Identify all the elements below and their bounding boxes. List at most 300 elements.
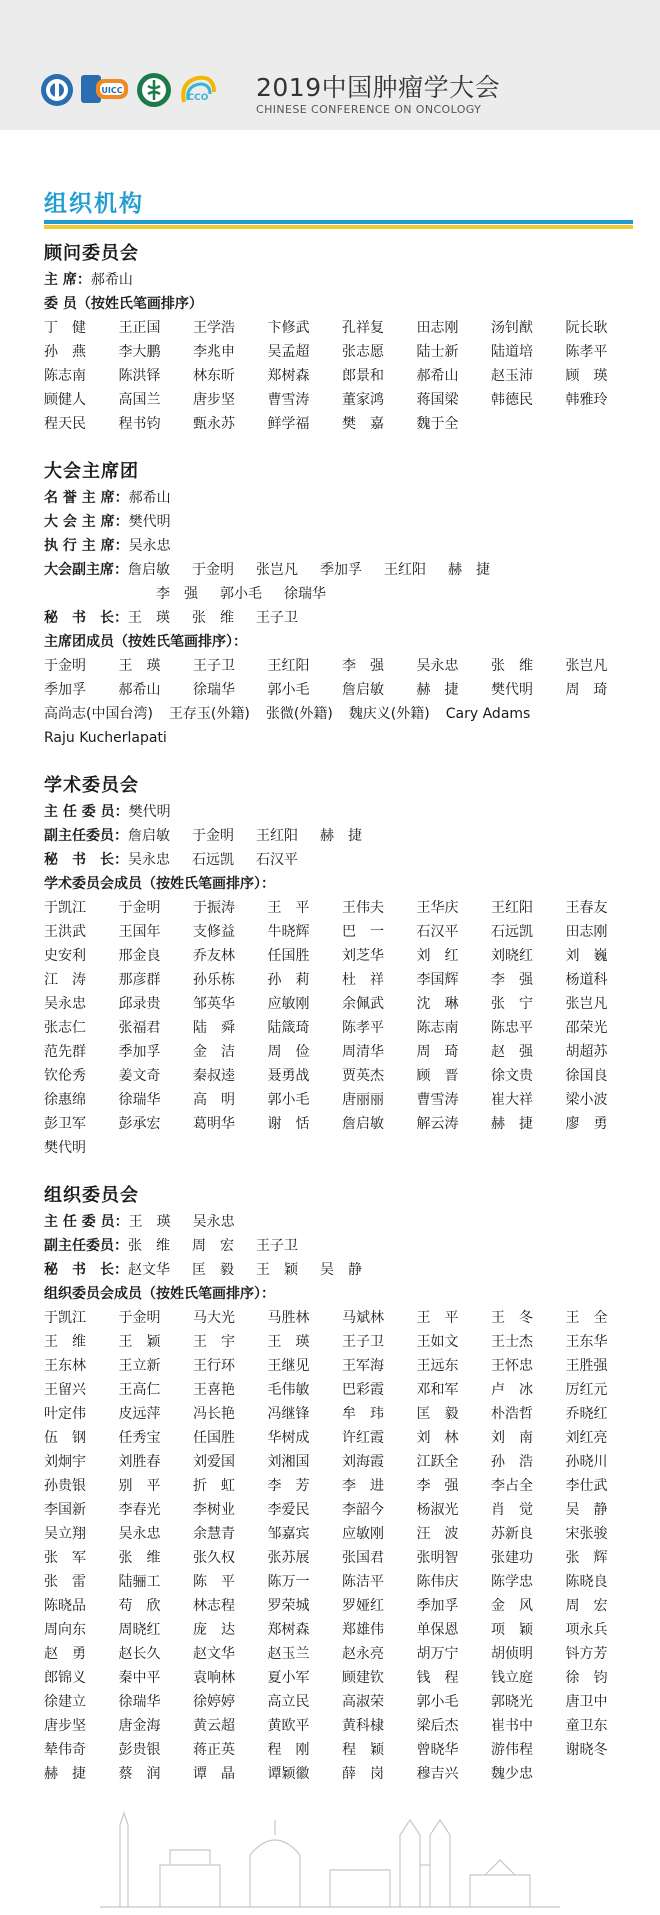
member-name: 应敏刚 [267, 996, 310, 1012]
role-label: 主 席： [44, 272, 91, 288]
member-name: 卢 冰 [491, 1382, 533, 1398]
member-name: 于凯江 [44, 1310, 86, 1326]
member-name: 李韶今 [342, 1502, 384, 1518]
member-last: Raju Kucherlapati [44, 730, 167, 746]
member-name: 蒋国梁 [416, 392, 459, 408]
member-name: 李树业 [193, 1502, 235, 1518]
member-name: 彭承宏 [118, 1116, 161, 1132]
member-name: 史安利 [44, 948, 86, 964]
member-name: 杨淑光 [416, 1502, 459, 1518]
member-name: 魏于全 [416, 416, 459, 432]
member-name: 应敏刚 [342, 1526, 384, 1542]
member-name: 鲜学福 [267, 416, 310, 432]
member-name: 王 平 [267, 900, 310, 916]
member-name: 皮远萍 [118, 1406, 161, 1422]
member-name: 陈洁平 [342, 1574, 384, 1590]
member-name: 沈 琳 [416, 996, 459, 1012]
person-name: 王 瑛 [128, 1214, 171, 1230]
role-label: 副主任委员： [44, 1238, 128, 1254]
member-name: 王春友 [565, 900, 608, 916]
member-name: 陆骊工 [118, 1574, 161, 1590]
role-label: 执 行 主 席： [44, 538, 129, 554]
member-name: 刘 巍 [565, 948, 608, 964]
member-name: 刘炯宇 [44, 1454, 86, 1470]
member-name: 王 瑛 [267, 1334, 310, 1350]
member-name: 孙贵银 [44, 1478, 86, 1494]
member-name: 陈 平 [193, 1574, 235, 1590]
member-name: 冯长艳 [193, 1406, 235, 1422]
member-name: 魏少忠 [491, 1766, 533, 1782]
member-name: 金 风 [491, 1598, 533, 1614]
member-name: 刘晓红 [491, 948, 533, 964]
member-name: 王留兴 [44, 1382, 86, 1398]
member-name: 穆吉兴 [416, 1766, 459, 1782]
member-name: 牛晓辉 [267, 924, 310, 940]
member-name: 王立新 [118, 1358, 161, 1374]
member-name: 顾建钦 [342, 1670, 384, 1686]
member-name: 朴浩哲 [491, 1406, 533, 1422]
member-name: 王东华 [565, 1334, 608, 1350]
person-name: 徐瑞华 [284, 586, 326, 602]
member-name: 巴彩霞 [342, 1382, 384, 1398]
member-name: 高 明 [193, 1092, 235, 1108]
member-name: 张志愿 [342, 344, 384, 360]
person-name: 李 强 [156, 586, 198, 602]
member-name: 林志程 [193, 1598, 235, 1614]
member-name: Cary Adams [445, 706, 531, 722]
member-name: 李 强 [416, 1478, 459, 1494]
member-name: 李 强 [342, 658, 384, 674]
member-name: 顾 晋 [416, 1068, 459, 1084]
member-name: 郑树森 [267, 1622, 310, 1638]
member-name: 谢 恬 [267, 1116, 310, 1132]
svg-text:CCO: CCO [187, 93, 209, 103]
member-name: 郑雄伟 [342, 1622, 384, 1638]
members-label: 组织委员会成员（按姓氏笔画排序）： [44, 1286, 275, 1302]
person-name: 王红阳 [384, 562, 426, 578]
member-name: 张 维 [118, 1550, 161, 1566]
member-name: 解云涛 [416, 1116, 459, 1132]
member-name: 汪 波 [416, 1526, 459, 1542]
member-name: 徐婷婷 [193, 1694, 235, 1710]
member-name: 于金明 [118, 900, 161, 916]
member-name: 刘 林 [416, 1430, 459, 1446]
member-name: 徐瑞华 [118, 1694, 161, 1710]
member-name: 余佩武 [342, 996, 384, 1012]
member-name: 张久权 [193, 1550, 235, 1566]
member-name: 赫 捷 [44, 1766, 86, 1782]
member-name: 陈孝平 [342, 1020, 384, 1036]
person-name: 吴永忠 [192, 1214, 235, 1230]
member-name: 黄科棣 [342, 1718, 384, 1734]
member-name: 孙 莉 [267, 972, 310, 988]
member-name: 叶定伟 [44, 1406, 86, 1422]
medical-association-logo [136, 72, 172, 108]
member-row-wide [44, 702, 624, 726]
person-name: 郝希山 [128, 490, 171, 506]
member-name: 范先群 [44, 1044, 86, 1060]
member-name: 杜 祥 [342, 972, 384, 988]
member-name: 罗娅红 [342, 1598, 384, 1614]
member-name: 阮长耿 [565, 320, 608, 336]
member-name: 王 全 [565, 1310, 608, 1326]
member-name: 崔书中 [491, 1718, 533, 1734]
member-name: 王东林 [44, 1358, 86, 1374]
member-name: 李爱民 [267, 1502, 310, 1518]
person-name: 石汉平 [256, 852, 298, 868]
person-name: 张 维 [128, 1238, 170, 1254]
member-name: 孙乐栋 [193, 972, 235, 988]
member-name: 王喜艳 [193, 1382, 235, 1398]
member-name: 张岂凡 [565, 658, 608, 674]
member-name: 谢晓冬 [565, 1742, 608, 1758]
conference-title: 2019中国肿瘤学大会 [256, 73, 501, 102]
role-label: 主 任 委 员： [44, 1214, 129, 1230]
member-name: 张苏展 [267, 1550, 310, 1566]
cco-logo [178, 72, 218, 108]
executive-chair-line [44, 534, 624, 558]
member-name: 樊代明 [44, 1140, 86, 1156]
member-name: 马大光 [193, 1310, 235, 1326]
secretary-line [44, 1258, 624, 1282]
member-name: 项 颖 [491, 1622, 533, 1638]
member-name: 伍 钢 [44, 1430, 86, 1446]
section-title: 组织委员会 [44, 1185, 139, 1206]
member-name: 徐 钧 [565, 1670, 608, 1686]
member-name: 别 平 [118, 1478, 161, 1494]
member-name: 季加孚 [416, 1598, 459, 1614]
member-name: 陆 舜 [193, 1020, 235, 1036]
person-name: 张 维 [192, 610, 234, 626]
member-name: 高尚志(中国台湾) [44, 706, 153, 722]
member-name: 钱立庭 [491, 1670, 533, 1686]
member-name: 江 涛 [44, 972, 86, 988]
member-name: 周清华 [342, 1044, 384, 1060]
city-skyline-illustration [100, 1795, 560, 1910]
member-name: 陈伟庆 [416, 1574, 459, 1590]
title-rule-yellow [44, 225, 633, 229]
member-name: 甄永苏 [193, 416, 235, 432]
member-grid [44, 654, 624, 702]
conference-subtitle: CHINESE CONFERENCE ON ONCOLOGY [256, 103, 482, 116]
member-name: 顾健人 [44, 392, 86, 408]
member-name: 徐瑞华 [118, 1092, 161, 1108]
member-name: 王怀忠 [491, 1358, 533, 1374]
member-name: 于振涛 [193, 900, 235, 916]
member-name: 郎景和 [342, 368, 384, 384]
member-name: 金 洁 [193, 1044, 235, 1060]
member-name: 徐瑞华 [193, 682, 235, 698]
member-name: 陆箴琦 [267, 1020, 310, 1036]
person-name: 王子卫 [256, 610, 298, 626]
person-name: 王 颖 [256, 1262, 298, 1278]
member-name: 蒋正英 [193, 1742, 235, 1758]
member-name: 王正国 [118, 320, 161, 336]
advisory-committee [44, 240, 624, 436]
member-name: 邹嘉宾 [267, 1526, 310, 1542]
member-name: 张志仁 [44, 1020, 86, 1036]
member-name: 王 维 [44, 1334, 86, 1350]
member-name: 魏庆义(外籍) [348, 706, 430, 722]
member-name: 王洪武 [44, 924, 86, 940]
person-name: 王子卫 [256, 1238, 298, 1254]
person-name: 季加孚 [320, 562, 362, 578]
member-name: 张 辉 [565, 1550, 608, 1566]
member-name: 郭晓光 [491, 1694, 533, 1710]
member-name: 王如文 [416, 1334, 459, 1350]
member-name: 石汉平 [416, 924, 459, 940]
member-name: 田志刚 [416, 320, 459, 336]
member-name: 李国新 [44, 1502, 86, 1518]
member-name: 董家鸿 [342, 392, 384, 408]
member-name: 任秀宝 [118, 1430, 161, 1446]
member-name: 冯继锋 [267, 1406, 310, 1422]
member-name: 钭方芳 [565, 1646, 608, 1662]
member-name: 许红霞 [342, 1430, 384, 1446]
vice-chair-line [44, 1234, 624, 1258]
member-name: 孙 浩 [491, 1454, 533, 1470]
member-name: 刘胜春 [118, 1454, 161, 1470]
member-name: 胡超苏 [565, 1044, 608, 1060]
presidium [44, 458, 624, 750]
member-name: 赵文华 [193, 1646, 235, 1662]
member-name: 周向东 [44, 1622, 86, 1638]
member-name: 王 瑛 [118, 658, 161, 674]
member-name: 郝希山 [416, 368, 459, 384]
member-name: 王子卫 [342, 1334, 384, 1350]
member-name: 徐国良 [565, 1068, 608, 1084]
member-name: 牟 玮 [342, 1406, 384, 1422]
member-name: 罗荣城 [267, 1598, 310, 1614]
role-label: 秘 书 长： [44, 610, 128, 626]
person-name: 于金明 [192, 562, 234, 578]
member-name: 程 颖 [342, 1742, 384, 1758]
member-name: 李 强 [491, 972, 533, 988]
role-label: 主 任 委 员： [44, 804, 129, 820]
member-name: 聂勇战 [267, 1068, 310, 1084]
member-name: 周 琦 [416, 1044, 459, 1060]
member-name: 李 进 [342, 1478, 384, 1494]
member-name: 张国君 [342, 1550, 384, 1566]
member-name: 乔友林 [193, 948, 235, 964]
person-name: 詹启敏 [128, 828, 170, 844]
member-name: 彭贵银 [118, 1742, 161, 1758]
member-name: 程天民 [44, 416, 86, 432]
member-name: 赵长久 [118, 1646, 161, 1662]
member-name: 吴永忠 [416, 658, 459, 674]
member-name: 折 虹 [193, 1478, 235, 1494]
member-name: 王士杰 [491, 1334, 533, 1350]
member-name: 赵玉沛 [491, 368, 533, 384]
organization-content [44, 238, 624, 1786]
member-name: 汤钊猷 [491, 320, 533, 336]
member-name: 刘芝华 [342, 948, 384, 964]
member-name: 周晓红 [118, 1622, 161, 1638]
member-name: 陈晓良 [565, 1574, 608, 1590]
member-name: 高立民 [267, 1694, 310, 1710]
member-name: 王 冬 [491, 1310, 533, 1326]
member-name: 赵永亮 [342, 1646, 384, 1662]
member-name: 郭小毛 [416, 1694, 459, 1710]
member-name: 匡 毅 [416, 1406, 459, 1422]
member-name: 孙晓川 [565, 1454, 608, 1470]
member-name: 唐丽丽 [342, 1092, 384, 1108]
member-name: 巴 一 [342, 924, 384, 940]
person-name: 王红阳 [256, 828, 298, 844]
member-name: 郎锦义 [44, 1670, 86, 1686]
member-name: 顾 瑛 [565, 368, 608, 384]
role-label: 秘 书 长： [44, 1262, 128, 1278]
member-name: 王 宇 [193, 1334, 235, 1350]
member-name: 郝希山 [118, 682, 161, 698]
member-name: 秦中平 [118, 1670, 161, 1686]
member-name: 钦伦秀 [44, 1068, 86, 1084]
member-name: 陈志南 [44, 368, 86, 384]
member-name: 王存玉(外籍) [168, 706, 250, 722]
section-title: 顾问委员会 [44, 243, 139, 264]
member-name: 王继见 [267, 1358, 310, 1374]
member-name: 吴永忠 [44, 996, 86, 1012]
role-label: 大会副主席： [44, 562, 128, 578]
member-name: 于金明 [44, 658, 86, 674]
member-name: 钱 程 [416, 1670, 459, 1686]
person-name: 樊代明 [128, 514, 171, 530]
member-name: 陈孝平 [565, 344, 608, 360]
member-name: 陆道培 [491, 344, 533, 360]
person-name: 赵文华 [128, 1262, 170, 1278]
member-name: 王红阳 [267, 658, 310, 674]
member-name: 李兆申 [193, 344, 235, 360]
member-name: 秦叔逵 [193, 1068, 235, 1084]
member-name: 邢金良 [118, 948, 161, 964]
member-name: 郭小毛 [267, 682, 310, 698]
member-name: 樊 嘉 [342, 416, 384, 432]
member-name: 张福君 [118, 1020, 161, 1036]
section-title: 大会主席团 [44, 461, 139, 482]
member-name: 刘红亮 [565, 1430, 608, 1446]
member-name: 贾英杰 [342, 1068, 384, 1084]
member-name: 周 琦 [565, 682, 608, 698]
member-name: 孙 燕 [44, 344, 86, 360]
member-name: 刘湘国 [267, 1454, 310, 1470]
member-name: 李大鹏 [118, 344, 161, 360]
member-name: 唐步坚 [193, 392, 235, 408]
member-name: 张 雷 [44, 1574, 86, 1590]
member-name: 单保恩 [416, 1622, 459, 1638]
member-name: 葛明华 [193, 1116, 235, 1132]
member-name: 王军海 [342, 1358, 384, 1374]
member-name: 黄欧平 [267, 1718, 310, 1734]
member-name: 吴 静 [565, 1502, 608, 1518]
person-name: 石远凯 [192, 852, 234, 868]
member-name: 苟 欣 [118, 1598, 161, 1614]
member-name: 吴立翔 [44, 1526, 86, 1542]
member-name: 陈志南 [416, 1020, 459, 1036]
member-name: 黄云超 [193, 1718, 235, 1734]
member-name: 王华庆 [416, 900, 459, 916]
member-grid [44, 1306, 624, 1786]
member-name: 郭小毛 [267, 1092, 310, 1108]
member-name: 宋张骏 [565, 1526, 608, 1542]
member-name: 张建功 [491, 1550, 533, 1566]
member-name: 杨道科 [565, 972, 608, 988]
member-name: 马胜林 [267, 1310, 310, 1326]
member-name: 赵 勇 [44, 1646, 86, 1662]
member-name: 刘 红 [416, 948, 459, 964]
member-name: 王伟夫 [342, 900, 384, 916]
member-name: 张明智 [416, 1550, 459, 1566]
member-name: 王远东 [416, 1358, 459, 1374]
member-name: 孔祥复 [342, 320, 384, 336]
member-name: 马斌林 [342, 1310, 384, 1326]
member-name: 徐文贵 [491, 1068, 533, 1084]
member-name: 支修益 [193, 924, 235, 940]
member-name: 苏新良 [491, 1526, 533, 1542]
member-name: 项永兵 [565, 1622, 608, 1638]
member-name: 赫 捷 [416, 682, 459, 698]
member-name: 王学浩 [193, 320, 235, 336]
member-name: 毛伟敏 [267, 1382, 310, 1398]
member-name: 曹雪涛 [267, 392, 310, 408]
member-name: 张 宁 [491, 996, 533, 1012]
vice-chair-line [44, 824, 624, 848]
member-name: 张 维 [491, 658, 533, 674]
member-name: 丁 健 [44, 320, 86, 336]
member-name: 高国兰 [118, 392, 161, 408]
member-name: 胡万宁 [416, 1646, 459, 1662]
member-name: 季加孚 [44, 682, 86, 698]
person-name: 郝希山 [90, 272, 133, 288]
member-name: 刘 南 [491, 1430, 533, 1446]
member-name: 肖 觉 [491, 1502, 533, 1518]
member-name: 任国胜 [193, 1430, 235, 1446]
member-name: 赵 强 [491, 1044, 533, 1060]
page-title: 组织机构 [44, 191, 144, 217]
member-name: 周 宏 [565, 1598, 608, 1614]
member-name: 卞修武 [267, 320, 310, 336]
member-name: 李仕武 [565, 1478, 608, 1494]
person-name: 赫 捷 [448, 562, 490, 578]
member-name: 于凯江 [44, 900, 86, 916]
member-grid [44, 316, 624, 436]
section-title: 学术委员会 [44, 775, 139, 796]
member-name: 程 刚 [267, 1742, 310, 1758]
member-name: 程书钧 [118, 416, 161, 432]
member-name: 韩雅玲 [565, 392, 608, 408]
member-name: 周 俭 [267, 1044, 310, 1060]
member-name: 廖 勇 [565, 1116, 608, 1132]
member-name: 姜文奇 [118, 1068, 161, 1084]
member-name: 梁后杰 [416, 1718, 459, 1734]
person-name: 匡 毅 [192, 1262, 234, 1278]
member-name: 蔡 润 [118, 1766, 161, 1782]
academic-committee [44, 772, 624, 1160]
honorary-chair-line [44, 486, 624, 510]
member-name: 高淑荣 [342, 1694, 384, 1710]
member-name: 邱录贵 [118, 996, 161, 1012]
role-label: 副主任委员： [44, 828, 128, 844]
member-name: 刘海霞 [342, 1454, 384, 1470]
cacancer-logo [40, 73, 74, 107]
person-name: 吴 静 [320, 1262, 362, 1278]
member-name: 张 军 [44, 1550, 86, 1566]
member-name: 石远凯 [491, 924, 533, 940]
person-name: 吴永忠 [128, 538, 171, 554]
member-name: 张微(外籍) [265, 706, 333, 722]
member-grid [44, 896, 624, 1160]
member-name: 田志刚 [565, 924, 608, 940]
person-name: 樊代明 [128, 804, 171, 820]
